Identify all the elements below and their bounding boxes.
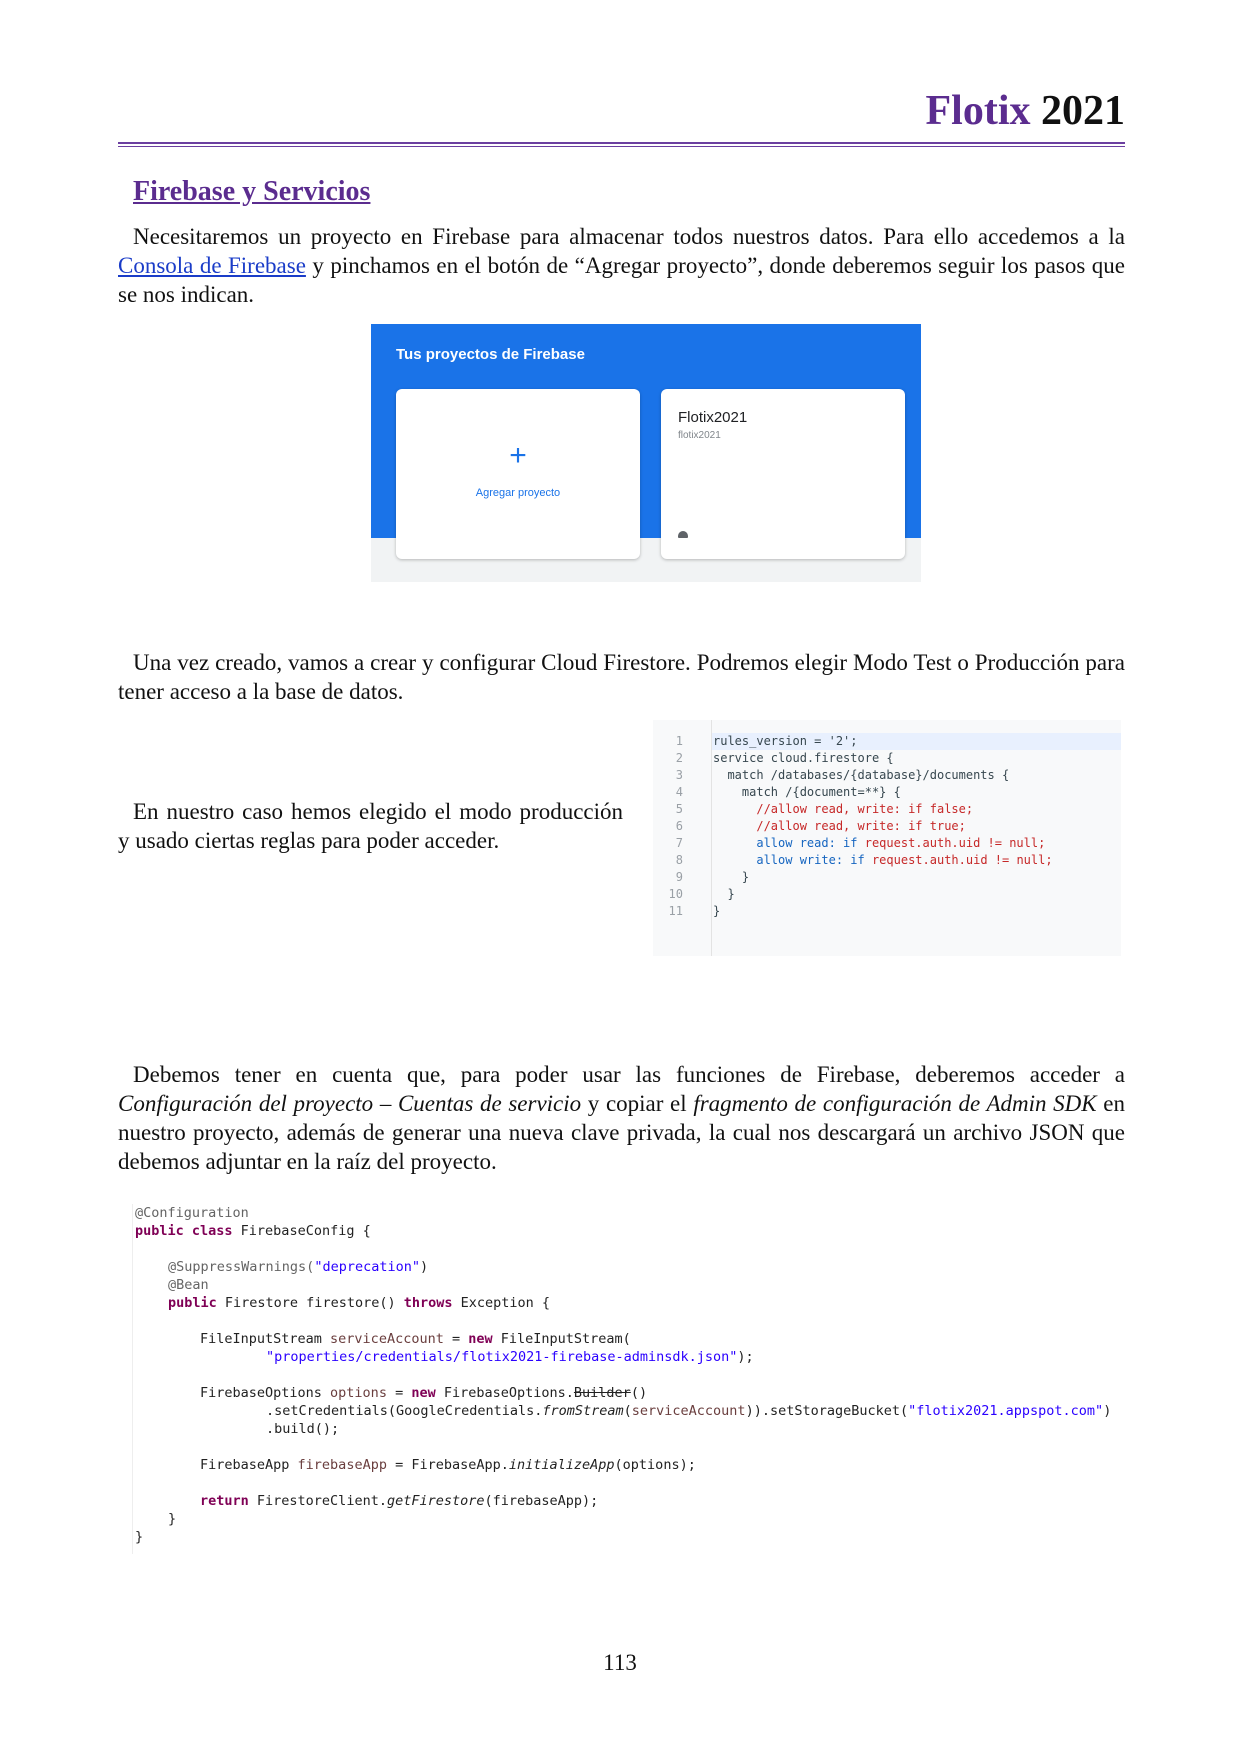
firebase-console-link[interactable]: Consola de Firebase [118, 253, 306, 278]
code-text: = [386, 1385, 412, 1401]
code-variable: firebaseApp [297, 1457, 387, 1473]
code-text: ) [419, 1259, 429, 1275]
code-keyword: new [468, 1331, 493, 1347]
code-text: FirestoreClient. [248, 1493, 387, 1509]
rules-code-line: match /databases/{database}/documents { [713, 768, 1010, 782]
rules-line-number: 6 [675, 819, 683, 833]
project-id: flotix2021 [678, 430, 721, 441]
code-text: FirebaseOptions [200, 1385, 331, 1401]
rules-condition: request.auth.uid != null; [871, 853, 1053, 867]
production-mode-text: En nuestro caso hemos elegido el modo producción y usado ciertas reglas para poder acceder. [118, 799, 623, 853]
firebase-config-code [118, 1204, 1128, 1554]
document-header-title [926, 90, 1125, 132]
firebase-projects-title: Tus proyectos de Firebase [396, 346, 585, 363]
code-line: } [168, 1511, 177, 1527]
code-line [200, 1330, 631, 1348]
code-gutter [132, 1204, 133, 1554]
code-keyword: new [411, 1385, 436, 1401]
admin-italic-1: Configuración del proyecto – Cuentas de servicio [118, 1091, 582, 1116]
code-line: .build(); [266, 1421, 340, 1437]
rules-line-number: 5 [675, 802, 683, 816]
code-text: Firestore firestore() [224, 1295, 404, 1311]
code-string: "deprecation" [314, 1259, 420, 1275]
code-line: } [135, 1529, 144, 1545]
rules-code-line: } [713, 904, 721, 918]
code-line [135, 1222, 371, 1240]
android-icon [678, 531, 688, 538]
rules-code-line-comment: //allow read, write: if false; [713, 802, 974, 816]
header-brand: Flotix [925, 88, 1031, 134]
code-text: (options); [614, 1457, 696, 1473]
header-rule-bottom [118, 146, 1125, 147]
page-number: 113 [603, 1650, 637, 1675]
rules-line-number: 11 [668, 904, 683, 918]
code-variable: serviceAccount [330, 1331, 444, 1347]
section-title: Firebase y Servicios [133, 176, 371, 207]
code-text: = [443, 1331, 469, 1347]
rules-line-number: 4 [675, 785, 683, 799]
rules-line-number: 8 [675, 853, 683, 867]
rules-line-number: 10 [668, 887, 683, 901]
code-text: ( [623, 1403, 632, 1419]
rules-code-line: rules_version = '2'; [713, 734, 858, 748]
rules-code-line: match /{document=**} { [713, 785, 901, 799]
admin-text-3: en nuestro proyecto, además de generar una nueva clave privada, la cual nos descargará un archivo JSON que debemos adjuntar en la raíz del proyecto. [118, 1091, 1125, 1174]
code-static-method: fromStream [542, 1403, 624, 1419]
code-annotation: @SuppressWarnings( [168, 1259, 315, 1275]
intro-text-before: Necesitaremos un proyecto en Firebase para almacenar todos nuestros datos. Para ello accedemos a la [133, 224, 1125, 249]
rules-code-line-comment: //allow read, write: if true; [713, 819, 966, 833]
add-project-card[interactable] [396, 389, 640, 559]
plus-icon: + [509, 439, 527, 472]
intro-paragraph [118, 222, 1125, 309]
rules-line-number: 9 [675, 870, 683, 884]
code-variable: options [330, 1385, 387, 1401]
header-year: 2021 [1041, 88, 1125, 134]
code-keyword: return [200, 1493, 249, 1509]
code-text: ) [1103, 1403, 1112, 1419]
code-text: = FirebaseApp. [386, 1457, 509, 1473]
rules-condition: request.auth.uid != null; [864, 836, 1046, 850]
code-text: )).setStorageBucket( [745, 1403, 909, 1419]
code-text: Exception { [452, 1295, 551, 1311]
code-keyword: public class [135, 1223, 241, 1239]
code-string: "flotix2021.appspot.com" [908, 1403, 1104, 1419]
admin-text-1: Debemos tener en cuenta que, para poder usar las funciones de Firebase, deberemos acceder a [133, 1062, 1125, 1087]
admin-sdk-paragraph [118, 1060, 1125, 1176]
code-line [200, 1384, 647, 1402]
code-line [200, 1456, 696, 1474]
code-line: @Configuration [135, 1205, 249, 1221]
project-name: Flotix2021 [678, 409, 748, 426]
code-line [266, 1402, 1111, 1420]
admin-text-2: y copiar el [581, 1091, 694, 1116]
code-line [168, 1294, 550, 1312]
code-text: ); [737, 1349, 754, 1365]
code-text: FirebaseApp [200, 1457, 298, 1473]
firestore-text: Una vez creado, vamos a crear y configurar Cloud Firestore. Podremos elegir Modo Test o Producción para tener acceso a la base de datos. [118, 650, 1125, 704]
code-text: FileInputStream( [492, 1331, 631, 1347]
code-deprecated: Builder [573, 1385, 631, 1401]
code-keyword: public [168, 1295, 225, 1311]
code-keyword: throws [403, 1295, 453, 1311]
code-string: "properties/credentials/flotix2021-firebase-adminsdk.json" [266, 1349, 738, 1365]
rules-line-number: 1 [675, 734, 683, 748]
code-variable: serviceAccount [631, 1403, 746, 1419]
code-static-method: initializeApp [508, 1457, 615, 1473]
rules-code-line [713, 852, 1053, 869]
firebase-console-screenshot [371, 324, 921, 582]
add-project-label: Agregar proyecto [475, 487, 561, 499]
code-text: FirebaseConfig { [240, 1223, 371, 1239]
production-mode-paragraph [118, 797, 623, 855]
code-text: () [630, 1385, 648, 1401]
rules-line-number: 2 [675, 751, 683, 765]
header-rule-top [118, 142, 1125, 144]
code-line [200, 1492, 598, 1510]
code-line: @Bean [168, 1277, 209, 1293]
rules-allow-write: allow write: if [713, 853, 872, 867]
project-card-flotix2021[interactable] [661, 389, 905, 559]
intro-text-after: y pinchamos en el botón de “Agregar proyecto”, donde deberemos seguir los pasos que se nos indican. [118, 253, 1125, 307]
code-text: FirebaseOptions. [435, 1385, 574, 1401]
rules-code-line: } [713, 870, 750, 884]
rules-code-line: service cloud.firestore { [713, 751, 894, 765]
code-line [266, 1348, 754, 1366]
code-text: FileInputStream [200, 1331, 331, 1347]
firestore-rules-code [653, 720, 1121, 956]
rules-allow-read: allow read: if [713, 836, 865, 850]
rules-code-line: } [713, 887, 735, 901]
code-static-method: getFirestore [386, 1493, 485, 1509]
code-line [168, 1258, 428, 1276]
admin-italic-2: fragmento de configuración de Admin SDK [693, 1091, 1097, 1116]
rules-code-line [713, 835, 1045, 852]
rules-line-number: 7 [675, 836, 683, 850]
code-text: (firebaseApp); [484, 1493, 599, 1509]
rules-line-number: 3 [675, 768, 683, 782]
code-text: .setCredentials(GoogleCredentials. [266, 1403, 543, 1419]
firestore-paragraph [118, 648, 1125, 706]
